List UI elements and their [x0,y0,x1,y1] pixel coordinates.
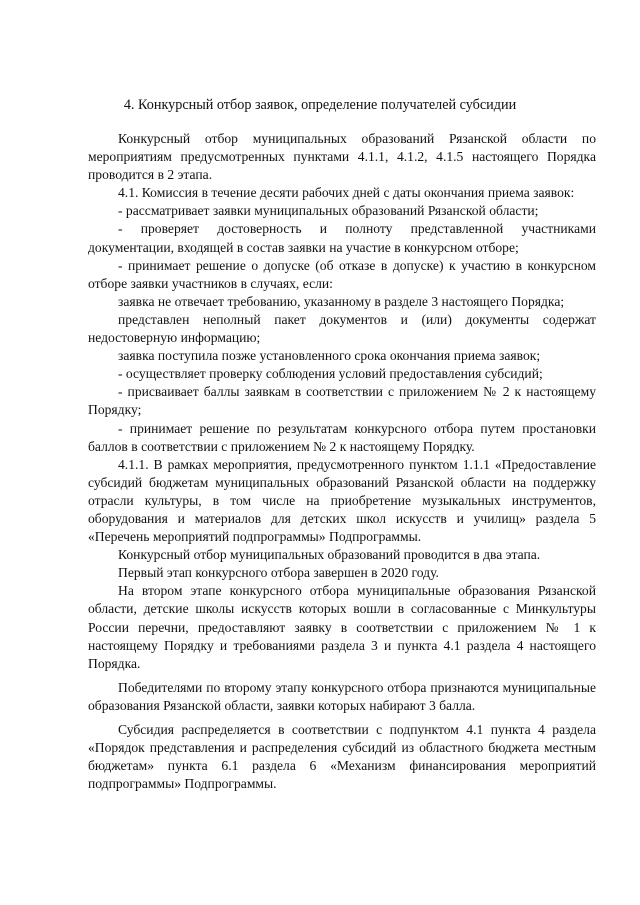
paragraph-winners: Победителями по второму этапу конкурсного отбора признаются муниципальные образования Рязанской области, заявки которых набирают 3 балла. [88,679,596,713]
list-item-assign-points: - присваивает баллы заявкам в соответствии с приложением № 2 к настоящему Порядку; [88,384,596,418]
list-item-admission: - принимает решение о допуске (об отказе в допуске) к участию в конкурсном отборе заявки участников в случаях, если: [88,257,596,291]
list-item-verify: - проверяет достоверность и полноту представленной участниками документации, входящей в состав заявки на участие в конкурсном отборе; [88,221,596,255]
paragraph-distribution: Субсидия распределяется в соответствии с подпунктом 4.1 пункта 4 раздела «Порядок представления и распределения субсидий из областного бюджета местным бюджетам» пункта 6.1 раздела 6 «Механизм финансирования мероприятий подпрограммы» Подпрограммы. [88,722,596,792]
paragraph-intro: Конкурсный отбор муниципальных образований Рязанской области по мероприятиям предусмотренных пунктами 4.1.1, 4.1.2, 4.1.5 настоящего Порядка проводится в 2 этапа. [88,131,596,183]
list-item-decision: - принимает решение по результатам конкурсного отбора путем простановки баллов в соответствии с приложением № 2 к настоящему Порядку. [88,420,596,454]
condition-requirement: заявка не отвечает требованию, указанному в разделе 3 настоящего Порядка; [118,293,565,309]
paragraph-first-stage: Первый этап конкурсного отбора завершен в 2020 году. [118,565,439,581]
document-body [88,130,596,793]
paragraph-4-1-1: 4.1.1. В рамках мероприятия, предусмотренного пунктом 1.1.1 «Предоставление субсидий бюджетам муниципальных образований Рязанской области на поддержку отрасли культуры, в том числе на приобретение музыкальных инструментов, оборудования и материалов для детских школ искусств и училищ» раздела 5 «Перечень мероприятий подпрограммы» Подпрограммы. [88,456,596,545]
condition-incomplete: представлен неполный пакет документов и (или) документы содержат недостоверную информацию; [88,311,596,346]
list-item-check-conditions: - осуществляет проверку соблюдения условий предоставления субсидий; [118,366,543,382]
paragraph-two-stages: Конкурсный отбор муниципальных образований проводится в два этапа. [118,547,541,563]
paragraph-second-stage: На втором этапе конкурсного отбора муниципальные образования Рязанской области, детские школы искусств которых вошли в согласованные с Минкультуры России перечни, предоставляют заявку в соответствии с приложением № 1 к настоящему Порядку и требованиями раздела 3 и пункта 4.1 раздела 4 настоящего Порядка. [88,583,596,671]
list-item-review: - рассматривает заявки муниципальных образований Рязанской области; [118,203,539,219]
paragraph-4-1: 4.1. Комиссия в течение десяти рабочих дней с даты окончания приема заявок: [118,185,575,201]
section-heading: 4. Конкурсный отбор заявок, определение получателей субсидии [123,97,517,113]
condition-late: заявка поступила позже установленного срока окончания приема заявок; [118,348,541,364]
